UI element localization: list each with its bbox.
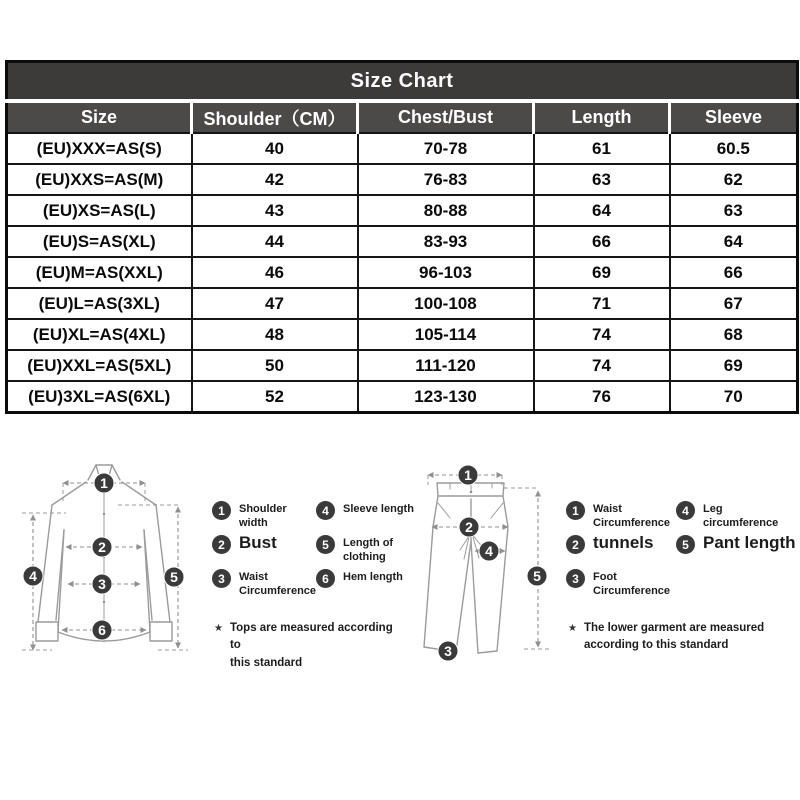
legend-label: tunnels [593, 533, 654, 552]
table-cell: (EU)XXL=AS(5XL) [7, 350, 192, 381]
measurement-marker-icon: 3 [566, 569, 585, 588]
table-cell: 74 [534, 350, 670, 381]
table-cell: 80-88 [358, 195, 534, 226]
pants-marker-1-icon: 1 [464, 467, 472, 483]
pants-outline-graphic [424, 483, 508, 653]
legend-item [316, 568, 422, 602]
legend-item [212, 534, 314, 568]
column-header: Chest/Bust [358, 101, 534, 133]
size-table-header-row [7, 101, 798, 133]
shirt-marker-2-icon: 2 [98, 539, 106, 555]
measurement-marker-icon: 4 [316, 501, 335, 520]
legend-label: Bust [239, 533, 277, 552]
legend-label: Foot Circumference [593, 571, 671, 597]
measurement-marker-icon: 1 [212, 501, 231, 520]
table-cell: 105-114 [358, 319, 534, 350]
column-header: Size [7, 101, 192, 133]
pants-measurement-markers [438, 465, 547, 661]
legend-item [676, 534, 800, 568]
star-icon: ★ [568, 623, 577, 634]
table-cell: 62 [670, 164, 798, 195]
column-header: Shoulder（CM） [192, 101, 358, 133]
pants-measurement-diagram [420, 455, 590, 667]
table-cell: 44 [192, 226, 358, 257]
table-row [7, 257, 798, 288]
pants-note [568, 620, 783, 655]
legend-item [212, 500, 314, 534]
legend-label: Pant length [703, 533, 796, 552]
table-cell: 69 [534, 257, 670, 288]
shirt-marker-1-icon: 1 [100, 475, 108, 491]
table-cell: 68 [670, 319, 798, 350]
table-cell: 50 [192, 350, 358, 381]
column-header: Length [534, 101, 670, 133]
legend-item [566, 568, 672, 602]
table-cell: 74 [534, 319, 670, 350]
table-cell: 71 [534, 288, 670, 319]
table-cell: 70 [670, 381, 798, 413]
shirt-legend-col2 [316, 500, 422, 602]
table-row [7, 195, 798, 226]
legend-label: Leg circumference [703, 503, 779, 529]
pants-note-line2: according to this standard [583, 639, 729, 652]
table-cell: (EU)XS=AS(L) [7, 195, 192, 226]
measurement-marker-icon: 2 [212, 535, 231, 554]
measurement-marker-icon: 2 [566, 535, 585, 554]
column-header: Sleeve [670, 101, 798, 133]
table-cell: 123-130 [358, 381, 534, 413]
table-cell: 64 [670, 226, 798, 257]
pants-marker-2-icon: 2 [465, 519, 473, 535]
measurement-marker-icon: 1 [566, 501, 585, 520]
table-row [7, 350, 798, 381]
table-row [7, 381, 798, 413]
table-cell: 96-103 [358, 257, 534, 288]
table-cell: (EU)S=AS(XL) [7, 226, 192, 257]
pants-measure-lines [428, 475, 552, 649]
pants-marker-5-icon: 5 [533, 568, 541, 584]
table-cell: 64 [534, 195, 670, 226]
legend-label: Waist Circumference [239, 571, 317, 597]
legend-item [316, 534, 422, 568]
table-row [7, 164, 798, 195]
table-cell: 100-108 [358, 288, 534, 319]
table-cell: 83-93 [358, 226, 534, 257]
shirt-marker-3-icon: 3 [98, 576, 106, 592]
table-cell: 46 [192, 257, 358, 288]
table-cell: 42 [192, 164, 358, 195]
star-icon: ★ [214, 623, 223, 634]
legend-label: Waist Circumference [593, 503, 671, 529]
size-chart-table [5, 60, 799, 414]
pants-marker-3-icon: 3 [444, 643, 452, 659]
shirt-note [214, 620, 404, 672]
table-cell: 52 [192, 381, 358, 413]
legend-label: Sleeve length [343, 503, 414, 515]
table-cell: 48 [192, 319, 358, 350]
pants-legend-col1 [566, 500, 672, 602]
table-cell: 47 [192, 288, 358, 319]
legend-item [676, 500, 800, 534]
pants-note-line1: The lower garment are measured [583, 622, 765, 634]
shirt-marker-6-icon: 6 [98, 622, 106, 638]
table-cell: 66 [670, 257, 798, 288]
size-table-body [7, 133, 798, 413]
table-cell: 40 [192, 133, 358, 164]
legend-item [212, 568, 317, 602]
table-cell: (EU)3XL=AS(6XL) [7, 381, 192, 413]
size-chart-title: Size Chart [7, 62, 798, 102]
shirt-marker-5-icon: 5 [170, 569, 178, 585]
legend-label: Length of clothing [343, 537, 394, 563]
table-row [7, 319, 798, 350]
legend-item [566, 534, 672, 568]
size-chart-title-row [7, 62, 798, 102]
table-cell: (EU)L=AS(3XL) [7, 288, 192, 319]
legend-item [316, 500, 422, 534]
table-cell: 43 [192, 195, 358, 226]
table-cell: 69 [670, 350, 798, 381]
table-cell: (EU)XXS=AS(M) [7, 164, 192, 195]
pants-legend-col2 [676, 500, 800, 568]
table-cell: 63 [670, 195, 798, 226]
shirt-note-line2: this standard [229, 656, 303, 669]
legend-label: Hem length [343, 571, 403, 583]
shirt-note-line1: Tops are measured according to [229, 622, 393, 652]
measurement-marker-icon: 5 [316, 535, 335, 554]
shirt-legend-col1 [212, 500, 317, 602]
table-cell: (EU)XL=AS(4XL) [7, 319, 192, 350]
table-cell: 61 [534, 133, 670, 164]
pants-marker-4-icon: 4 [485, 543, 493, 559]
measurement-marker-icon: 3 [212, 569, 231, 588]
table-cell: (EU)XXX=AS(S) [7, 133, 192, 164]
table-cell: (EU)M=AS(XXL) [7, 257, 192, 288]
table-row [7, 288, 798, 319]
table-cell: 111-120 [358, 350, 534, 381]
table-cell: 60.5 [670, 133, 798, 164]
table-row [7, 133, 798, 164]
measurement-marker-icon: 6 [316, 569, 335, 588]
legend-item [566, 500, 672, 534]
shirt-measurement-diagram [8, 452, 208, 667]
table-cell: 66 [534, 226, 670, 257]
table-cell: 63 [534, 164, 670, 195]
shirt-marker-4-icon: 4 [29, 568, 37, 584]
table-cell: 70-78 [358, 133, 534, 164]
measurement-marker-icon: 4 [676, 501, 695, 520]
legend-label: Shoulder width [239, 503, 287, 529]
table-cell: 76 [534, 381, 670, 413]
table-cell: 76-83 [358, 164, 534, 195]
measurement-marker-icon: 5 [676, 535, 695, 554]
table-cell: 67 [670, 288, 798, 319]
table-row [7, 226, 798, 257]
